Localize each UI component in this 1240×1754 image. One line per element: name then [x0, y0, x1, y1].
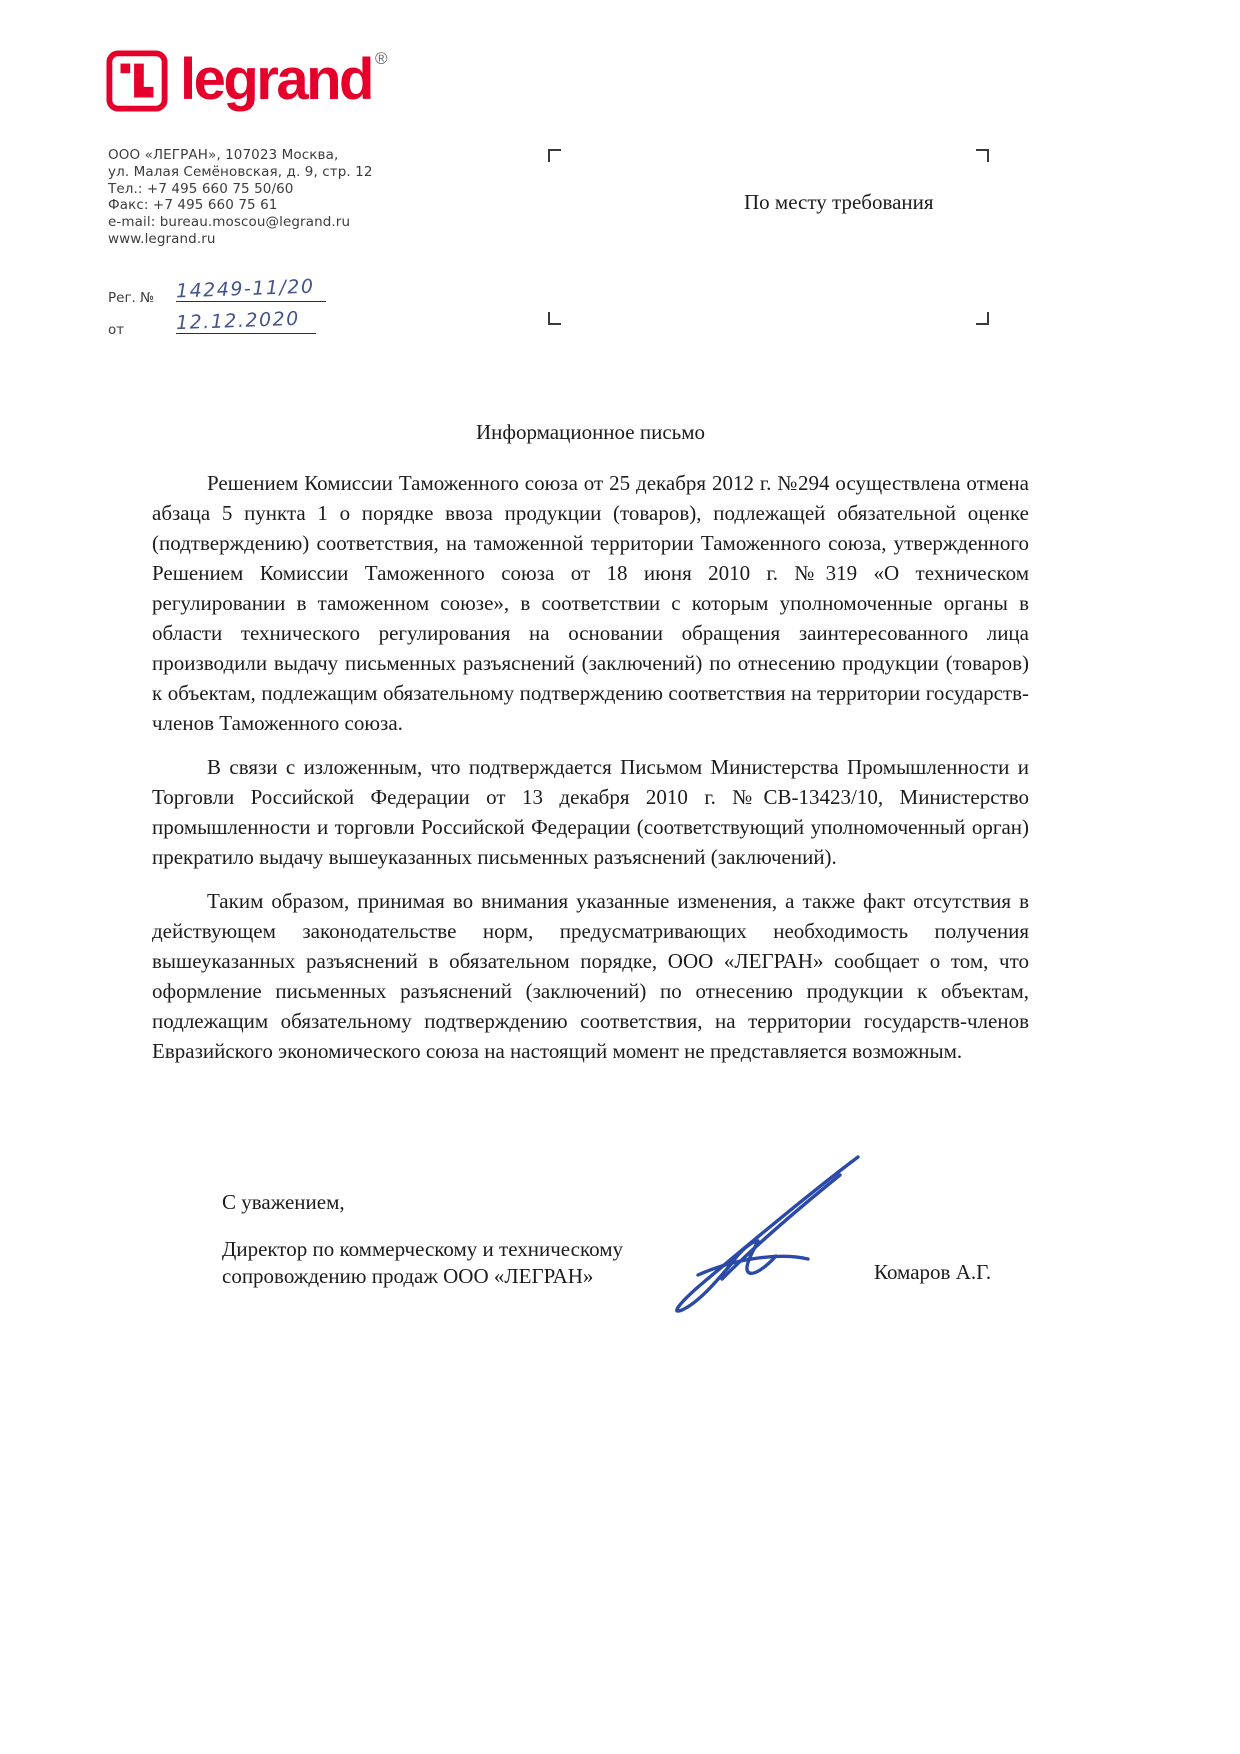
address-window-corner-bottom-right: [976, 312, 989, 325]
signer-position: [222, 1236, 623, 1290]
address-window-corner-top-left: [548, 149, 561, 162]
company-info-block: [108, 147, 373, 248]
reg-number-label: Рег. №: [108, 290, 155, 306]
closing-salutation: С уважением,: [222, 1190, 345, 1214]
address-window-corner-bottom-left: [548, 312, 561, 325]
letter-paragraph: Таким образом, принимая во внимания указанные изменения, а также факт отсутствия в действующем законодательстве норм, предусматривающих необходимость получения вышеуказанных разъяснений в обязательном порядке, ООО «ЛЕГРАН» сообщает о том, что оформление письменных разъяснений (заключений) по отнесению продукции к объектам, подлежащим обязательному подтверждению соответствия, на территории государств-членов Евразийского экономического союза на настоящий момент не представляется возможным.: [152, 889, 1029, 1063]
address-window-corner-top-right: [976, 149, 989, 162]
signer-position-line: сопровождению продаж ООО «ЛЕГРАН»: [222, 1264, 594, 1288]
legrand-logo: [106, 47, 388, 112]
recipient-line: По месту требования: [744, 190, 934, 214]
date-field: [175, 307, 316, 335]
date-label: от: [108, 322, 125, 338]
legrand-logo-text: legrand: [180, 47, 372, 112]
company-website-line: www.legrand.ru: [108, 230, 216, 247]
legrand-logo-mark-icon: [106, 50, 168, 112]
company-email-line: e-mail: bureau.moscou@legrand.ru: [108, 214, 351, 231]
handwritten-signature: [640, 1145, 885, 1325]
signer-position-line: Директор по коммерческому и техническому: [222, 1237, 623, 1261]
letter-paragraph: Решением Комиссии Таможенного союза от 25 декабря 2012 г. №294 осуществлена отмена абзаца 5 пункта 1 о порядке ввоза продукции (товаров), подлежащей обязательной оценке (подтверждению) соответствия, на таможенной территории Таможенного союза, утвержденного Решением Комиссии Таможенного союза от 18 июня 2010 г. №319 «О техническом регулировании в таможенном союзе», в соответствии с которым уполномоченные органы в области технического регулирования на основании обращения заинтересованного лица производили выдачу письменных разъяснений (заключений) по отнесению продукции (товаров) к объектам, подлежащим обязательному подтверждению соответствия на территории государств-членов Таможенного союза.: [152, 471, 1029, 735]
company-address-line: ул. Малая Семёновская, д. 9, стр. 12: [108, 163, 373, 180]
letter-paragraph: В связи с изложенным, что подтверждается Письмом Министерства Промышленности и Торговли Российской Федерации от 13 декабря 2010 г. №СВ-13423/10, Министерство промышленности и торговли Российской Федерации (соответствующий уполномоченный орган) прекратило выдачу вышеуказанных письменных разъяснений (заключений).: [152, 755, 1029, 869]
date-handwritten-value: 12.12.2020: [175, 307, 301, 335]
company-phone-line: Тел.: +7 495 660 75 50/60: [108, 180, 294, 197]
signer-name: Комаров А.Г.: [874, 1260, 992, 1284]
company-fax-line: Факс: +7 495 660 75 61: [108, 197, 278, 214]
letter-title: Информационное письмо: [475, 420, 706, 444]
reg-number-field: [175, 275, 326, 303]
reg-number-handwritten-value: 14249-11/20: [175, 275, 315, 303]
company-name-line: ООО «ЛЕГРАН», 107023 Москва,: [108, 147, 339, 163]
letter-body: [152, 468, 1029, 1080]
registered-trademark-symbol: ®: [375, 49, 388, 68]
